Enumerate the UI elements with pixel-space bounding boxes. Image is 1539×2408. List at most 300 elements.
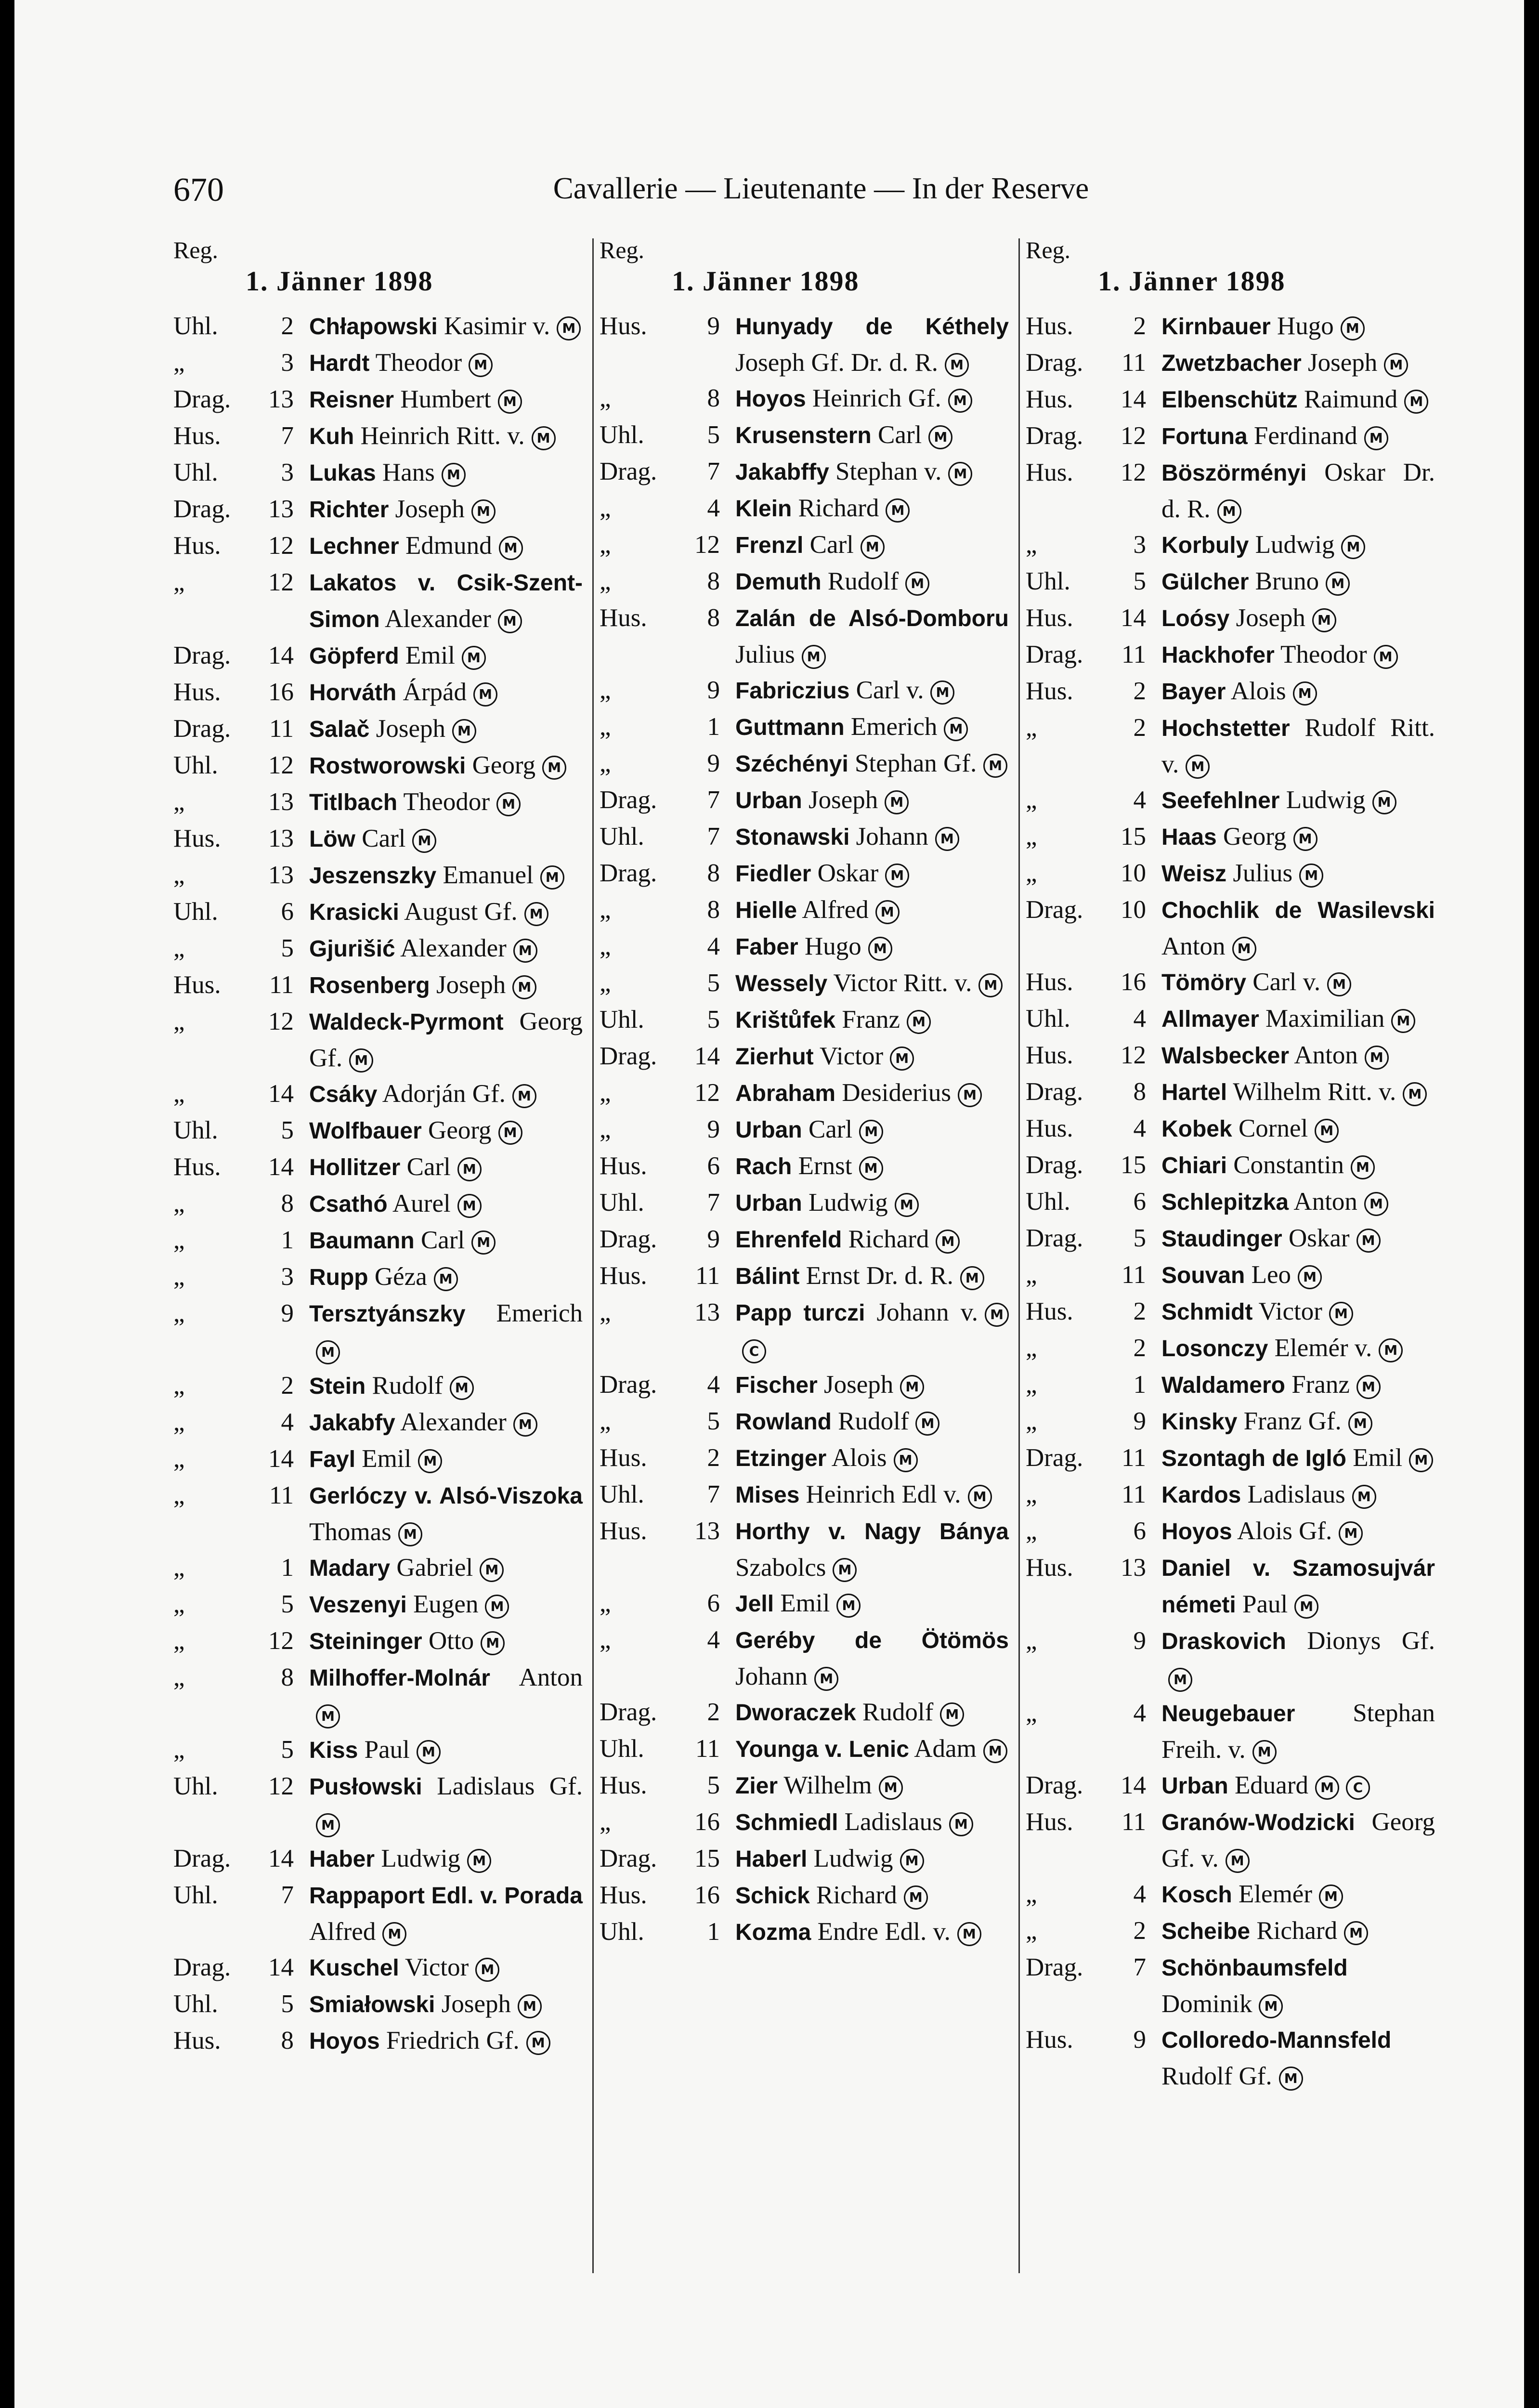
medal-symbol: M bbox=[349, 1048, 373, 1073]
medal-symbol: M bbox=[1351, 1155, 1375, 1179]
list-item bbox=[1026, 710, 1435, 782]
branch-abbrev: „ bbox=[600, 1115, 611, 1143]
surname: Löw bbox=[309, 826, 355, 852]
branch-abbrev: Drag. bbox=[600, 458, 657, 485]
medal-symbol: M bbox=[907, 1010, 931, 1034]
list-item bbox=[600, 563, 1009, 600]
list-item bbox=[173, 381, 583, 418]
date-heading: 1. Jänner 1898 bbox=[1098, 265, 1286, 297]
branch-abbrev: Hus. bbox=[1026, 1041, 1073, 1069]
officer-entry bbox=[294, 711, 583, 747]
regiment-number: 5 bbox=[707, 1771, 720, 1799]
branch-abbrev: Hus. bbox=[600, 312, 647, 340]
officer-entry bbox=[294, 1112, 583, 1149]
given-name: Alfred bbox=[802, 896, 869, 924]
list-item bbox=[173, 1768, 583, 1841]
surname: Schmiedl bbox=[735, 1810, 838, 1835]
list-item bbox=[1026, 1367, 1435, 1403]
list-item bbox=[173, 638, 583, 674]
list-item bbox=[1026, 1440, 1435, 1477]
list-item bbox=[173, 821, 583, 857]
given-name: Gabriel bbox=[396, 1554, 473, 1582]
given-name: Alexander bbox=[400, 1408, 507, 1436]
surname: Krusenstern bbox=[735, 423, 872, 448]
given-name: Otto bbox=[428, 1627, 474, 1655]
branch-abbrev: Drag. bbox=[173, 495, 231, 523]
medal-symbol: M bbox=[936, 1230, 960, 1254]
officer-entry bbox=[720, 454, 1009, 490]
list-item bbox=[1026, 1695, 1435, 1767]
branch-abbrev: „ bbox=[173, 1190, 185, 1217]
given-name: Ludwig bbox=[381, 1845, 461, 1872]
list-item bbox=[600, 1767, 1009, 1804]
branch-abbrev: „ bbox=[173, 1590, 185, 1618]
given-name: Anton bbox=[1293, 1188, 1357, 1216]
regiment-number: 2 bbox=[1133, 1334, 1146, 1362]
regiment-number: 6 bbox=[707, 1152, 720, 1180]
medal-symbol: M bbox=[1226, 1849, 1250, 1873]
officer-entry bbox=[1146, 1001, 1435, 1037]
officer-entry bbox=[1146, 527, 1435, 563]
regiment-number: 11 bbox=[269, 971, 294, 999]
medal-symbol: M bbox=[879, 1776, 903, 1800]
given-name: Rudolf Gf. bbox=[1161, 2062, 1272, 2090]
officer-entry bbox=[294, 1768, 583, 1841]
surname: Kinsky bbox=[1161, 1409, 1238, 1435]
surname: Souvan bbox=[1161, 1263, 1245, 1288]
medal-symbol: M bbox=[1341, 535, 1365, 559]
branch-abbrev: Uhl. bbox=[173, 1990, 218, 2018]
surname: Salač bbox=[309, 717, 370, 742]
branch-abbrev: Uhl. bbox=[173, 1772, 218, 1800]
list-item bbox=[1026, 1001, 1435, 1037]
given-name: Thomas bbox=[309, 1518, 391, 1546]
given-name: Wilhelm Ritt. v. bbox=[1233, 1078, 1396, 1106]
branch-abbrev: Hus. bbox=[1026, 458, 1073, 486]
regiment-number: 12 bbox=[1121, 422, 1146, 450]
list-item bbox=[173, 894, 583, 930]
medal-symbol: M bbox=[905, 572, 929, 596]
surname: Hoyos bbox=[1161, 1519, 1232, 1544]
branch-abbrev: Hus. bbox=[1026, 604, 1073, 632]
medal-symbol: M bbox=[1293, 681, 1317, 706]
given-name: Rudolf bbox=[827, 567, 899, 595]
officer-entry bbox=[1146, 2022, 1435, 2094]
officer-entry bbox=[1146, 455, 1435, 527]
officer-entry bbox=[1146, 381, 1435, 418]
list-item bbox=[1026, 1220, 1435, 1257]
officer-entry bbox=[1146, 418, 1435, 455]
regiment-number: 9 bbox=[1133, 1407, 1146, 1435]
surname: Geréby de Ötömös bbox=[735, 1628, 1009, 1653]
surname: Pusłowski bbox=[309, 1774, 422, 1800]
regiment-number: 12 bbox=[694, 1079, 720, 1107]
officer-entry bbox=[1146, 1876, 1435, 1913]
branch-abbrev: „ bbox=[1026, 1407, 1037, 1435]
list-item bbox=[600, 1914, 1009, 1950]
officer-entry bbox=[294, 1149, 583, 1186]
branch-abbrev: Hus. bbox=[173, 2027, 221, 2055]
regiment-number: 10 bbox=[1121, 859, 1146, 887]
regiment-number: 2 bbox=[1133, 714, 1146, 742]
regiment-number: 11 bbox=[269, 715, 294, 743]
officer-entry bbox=[294, 857, 583, 894]
medal-symbol: M bbox=[836, 1594, 861, 1618]
regiment-number: 7 bbox=[707, 1480, 720, 1508]
surname: Széchényi bbox=[735, 751, 848, 777]
regiment-number: 14 bbox=[268, 1845, 294, 1872]
officer-entry bbox=[294, 1222, 583, 1259]
surname: Tersztyánszky bbox=[309, 1301, 466, 1327]
surname: Hoyos bbox=[735, 386, 806, 412]
given-name: Hans bbox=[382, 458, 435, 486]
list-item bbox=[1026, 1330, 1435, 1367]
branch-abbrev: Hus. bbox=[1026, 1114, 1073, 1142]
branch-abbrev: Drag. bbox=[600, 1225, 657, 1253]
medal-symbol: M bbox=[1326, 572, 1350, 596]
surname: Szontagh de Igló bbox=[1161, 1446, 1346, 1471]
medal-symbol: M bbox=[1341, 316, 1365, 340]
branch-abbrev: „ bbox=[1026, 714, 1037, 742]
surname: Jell bbox=[735, 1591, 774, 1617]
regiment-number: 7 bbox=[707, 786, 720, 814]
officer-entry bbox=[1146, 1111, 1435, 1147]
officer-entry bbox=[294, 674, 583, 711]
officer-entry bbox=[720, 1804, 1009, 1841]
regiment-number: 3 bbox=[1133, 531, 1146, 559]
branch-abbrev: Hus. bbox=[600, 1444, 647, 1472]
list-item bbox=[600, 782, 1009, 819]
officer-entry bbox=[720, 490, 1009, 527]
surname: Csáky bbox=[309, 1082, 378, 1107]
regiment-number: 12 bbox=[268, 751, 294, 779]
regiment-number: 9 bbox=[707, 749, 720, 777]
medal-symbol: M bbox=[1252, 1740, 1277, 1764]
branch-abbrev: Drag. bbox=[1026, 1078, 1083, 1106]
medal-symbol: M bbox=[1391, 1009, 1415, 1033]
branch-abbrev: „ bbox=[1026, 1480, 1037, 1508]
branch-abbrev: Drag. bbox=[600, 1371, 657, 1399]
regiment-number: 3 bbox=[281, 1263, 294, 1291]
surname: Madary bbox=[309, 1556, 391, 1581]
given-name: Oskar Dr. d. R. bbox=[1161, 458, 1435, 523]
medal-symbol: M bbox=[1352, 1485, 1376, 1509]
surname: Kozma bbox=[735, 1920, 811, 1945]
medal-symbol: M bbox=[875, 900, 900, 924]
given-name: Victor bbox=[1258, 1297, 1322, 1325]
medal-symbol: M bbox=[499, 536, 523, 560]
surname: Ehrenfeld bbox=[735, 1227, 842, 1253]
date-heading: 1. Jänner 1898 bbox=[246, 265, 433, 297]
given-name: Carl bbox=[809, 531, 854, 559]
medal-symbol: M bbox=[542, 756, 566, 780]
regiment-number: 13 bbox=[268, 385, 294, 413]
list-item bbox=[1026, 1950, 1435, 2022]
list-item bbox=[600, 1585, 1009, 1622]
surname: Korbuly bbox=[1161, 533, 1249, 558]
branch-abbrev: Drag. bbox=[600, 1042, 657, 1070]
medal-symbol: M bbox=[457, 1157, 482, 1181]
branch-abbrev: Hus. bbox=[600, 1771, 647, 1799]
surname: Zalán de Alsó-Domboru bbox=[735, 606, 1009, 631]
given-name: Emil bbox=[405, 641, 455, 669]
list-item bbox=[600, 1403, 1009, 1440]
officer-entry bbox=[1146, 1184, 1435, 1220]
medal-symbol: M bbox=[532, 426, 556, 450]
list-item bbox=[600, 1002, 1009, 1038]
medal-symbol: M bbox=[462, 646, 486, 670]
regiment-number: 4 bbox=[1133, 786, 1146, 814]
branch-abbrev: Uhl. bbox=[1026, 1005, 1070, 1033]
officer-entry bbox=[294, 747, 583, 784]
officer-entry bbox=[720, 709, 1009, 746]
list-item bbox=[1026, 1550, 1435, 1623]
given-name: Rudolf bbox=[862, 1698, 934, 1726]
officer-entry bbox=[294, 1586, 583, 1623]
list-item bbox=[1026, 1037, 1435, 1074]
branch-abbrev: Hus. bbox=[1026, 2026, 1073, 2054]
list-item bbox=[173, 747, 583, 784]
regiment-number: 9 bbox=[707, 676, 720, 704]
list-item bbox=[1026, 1074, 1435, 1111]
branch-abbrev: Hus. bbox=[600, 1152, 647, 1180]
regiment-number: 4 bbox=[707, 1371, 720, 1399]
entry-list bbox=[600, 308, 1009, 1950]
branch-abbrev: Uhl. bbox=[600, 421, 644, 449]
given-name: Adorján Gf. bbox=[382, 1080, 506, 1108]
list-item bbox=[173, 1660, 583, 1732]
surname: Staudinger bbox=[1161, 1226, 1282, 1252]
branch-abbrev: Drag. bbox=[1026, 1771, 1083, 1799]
officer-entry bbox=[294, 1368, 583, 1404]
given-name: Rudolf Ritt. v. bbox=[1161, 714, 1435, 778]
regiment-number: 11 bbox=[1121, 641, 1146, 668]
list-item bbox=[173, 1586, 583, 1623]
given-name: Leo bbox=[1251, 1261, 1291, 1289]
regiment-number: 2 bbox=[1133, 312, 1146, 340]
regiment-number: 14 bbox=[268, 1153, 294, 1181]
given-name: Endre Edl. v. bbox=[817, 1918, 951, 1946]
branch-abbrev: Hus. bbox=[600, 1262, 647, 1290]
officer-entry bbox=[720, 1295, 1009, 1367]
branch-abbrev: Hus. bbox=[1026, 312, 1073, 340]
list-item bbox=[1026, 892, 1435, 964]
officer-entry bbox=[720, 1440, 1009, 1477]
officer-entry bbox=[720, 672, 1009, 709]
medal-symbol: M bbox=[498, 609, 522, 633]
regiment-number: 12 bbox=[268, 1772, 294, 1800]
officer-entry bbox=[294, 455, 583, 491]
list-item bbox=[600, 417, 1009, 454]
surname: Zwetzbacher bbox=[1161, 351, 1302, 376]
officer-entry bbox=[1146, 1477, 1435, 1513]
medal-symbol: M bbox=[496, 792, 521, 816]
list-item bbox=[173, 1259, 583, 1296]
branch-abbrev: „ bbox=[173, 1408, 185, 1436]
branch-abbrev: Hus. bbox=[1026, 968, 1073, 996]
surname: Göpferd bbox=[309, 643, 399, 669]
list-item bbox=[173, 1877, 583, 1950]
officer-entry bbox=[720, 1002, 1009, 1038]
branch-abbrev: „ bbox=[600, 1407, 611, 1435]
list-item bbox=[600, 1258, 1009, 1295]
given-name: Wilhelm bbox=[783, 1771, 872, 1799]
page-header bbox=[173, 171, 1469, 214]
surname: Haber bbox=[309, 1846, 375, 1872]
branch-abbrev: Hus. bbox=[1026, 1808, 1073, 1836]
list-item bbox=[600, 1841, 1009, 1877]
medal-symbol: M bbox=[900, 1849, 924, 1873]
medal-symbol: M bbox=[802, 645, 826, 669]
officer-entry bbox=[720, 1622, 1009, 1694]
officer-entry bbox=[1146, 1037, 1435, 1074]
regiment-number: 1 bbox=[281, 1226, 294, 1254]
list-item bbox=[173, 1841, 583, 1877]
medal-symbol: M bbox=[895, 1193, 919, 1217]
medal-symbol: M bbox=[958, 1083, 982, 1107]
branch-abbrev: „ bbox=[1026, 1699, 1037, 1727]
officer-entry bbox=[294, 894, 583, 930]
reg-label: Reg. bbox=[173, 236, 219, 263]
medal-symbol: M bbox=[1404, 390, 1428, 414]
list-item bbox=[173, 1112, 583, 1149]
medal-symbol: M bbox=[1232, 937, 1256, 961]
branch-abbrev: „ bbox=[173, 1554, 185, 1582]
officer-entry bbox=[294, 418, 583, 455]
regiment-number: 14 bbox=[268, 641, 294, 669]
branch-abbrev: „ bbox=[173, 1372, 185, 1400]
branch-abbrev: „ bbox=[173, 1736, 185, 1764]
list-item bbox=[173, 1004, 583, 1076]
branch-abbrev: „ bbox=[173, 1299, 185, 1327]
surname: Elbenschütz bbox=[1161, 387, 1298, 413]
regiment-number: 9 bbox=[707, 1225, 720, 1253]
branch-abbrev: Drag. bbox=[173, 715, 231, 743]
regiment-number: 12 bbox=[1121, 1041, 1146, 1069]
reg-label: Reg. bbox=[1026, 236, 1071, 263]
regiment-number: 9 bbox=[281, 1299, 294, 1327]
given-name: Elemér bbox=[1238, 1880, 1312, 1908]
list-item bbox=[600, 746, 1009, 782]
medal-symbol: M bbox=[512, 1084, 536, 1108]
officer-entry bbox=[720, 1914, 1009, 1950]
given-name: Johann bbox=[735, 1662, 808, 1690]
list-item bbox=[1026, 1913, 1435, 1950]
branch-abbrev: „ bbox=[600, 494, 611, 522]
medal-symbol: M bbox=[480, 1558, 504, 1582]
medal-symbol: M bbox=[1344, 1921, 1368, 1945]
surname: Waldeck-Pyrmont bbox=[309, 1009, 504, 1035]
list-item bbox=[173, 1623, 583, 1660]
surname: Scheibe bbox=[1161, 1919, 1251, 1944]
list-item bbox=[1026, 1294, 1435, 1330]
given-name: Humbert bbox=[400, 385, 491, 413]
regiment-number: 4 bbox=[1133, 1114, 1146, 1142]
given-name: Emil bbox=[780, 1589, 830, 1617]
branch-abbrev: Uhl. bbox=[1026, 1188, 1070, 1216]
regiment-number: 5 bbox=[281, 934, 294, 962]
regiment-number: 9 bbox=[707, 1115, 720, 1143]
branch-abbrev: „ bbox=[173, 1080, 185, 1108]
list-item bbox=[600, 1694, 1009, 1731]
entry-list bbox=[1026, 308, 1435, 2094]
list-item bbox=[173, 1368, 583, 1404]
given-name: Georg Gf. bbox=[309, 1008, 583, 1072]
given-name: Carl bbox=[362, 824, 406, 852]
regiment-number: 13 bbox=[268, 495, 294, 523]
regiment-number: 2 bbox=[707, 1698, 720, 1726]
given-name: Carl v. bbox=[856, 676, 924, 704]
given-name: Anton bbox=[519, 1663, 583, 1691]
list-item bbox=[600, 1148, 1009, 1185]
given-name: Emanuel bbox=[443, 861, 534, 889]
medal-symbol: M bbox=[814, 1667, 838, 1691]
list-item bbox=[1026, 673, 1435, 710]
medal-symbol: M bbox=[316, 1340, 340, 1364]
list-item bbox=[600, 1221, 1009, 1258]
surname: Lakatos v. Csik-Szent-Simon bbox=[309, 570, 583, 632]
officer-entry bbox=[720, 1148, 1009, 1185]
medal-symbol: M bbox=[450, 1376, 474, 1400]
officer-entry bbox=[1146, 637, 1435, 673]
list-item bbox=[1026, 1477, 1435, 1513]
branch-abbrev: Uhl. bbox=[600, 1735, 644, 1763]
officer-entry bbox=[1146, 1623, 1435, 1695]
branch-abbrev: „ bbox=[173, 934, 185, 962]
page-number: 670 bbox=[173, 171, 224, 209]
surname: Stonawski bbox=[735, 824, 850, 850]
surname: Gerlóczy v. Alsó-Viszoka bbox=[309, 1483, 583, 1509]
list-item bbox=[173, 674, 583, 711]
branch-abbrev: „ bbox=[1026, 1261, 1037, 1289]
medal-symbol: M bbox=[1374, 645, 1398, 669]
officer-entry bbox=[1146, 964, 1435, 1001]
given-name: August Gf. bbox=[404, 898, 518, 926]
branch-abbrev: Uhl. bbox=[173, 1881, 218, 1909]
regiment-number: 6 bbox=[1133, 1517, 1146, 1545]
list-item bbox=[600, 1075, 1009, 1112]
medal-symbol: M bbox=[457, 1194, 482, 1218]
officer-entry bbox=[294, 1441, 583, 1478]
branch-abbrev: „ bbox=[173, 1263, 185, 1291]
given-name: Richard bbox=[848, 1225, 929, 1253]
officer-entry bbox=[294, 638, 583, 674]
officer-entry bbox=[294, 784, 583, 821]
officer-entry bbox=[720, 1403, 1009, 1440]
regiment-number: 4 bbox=[281, 1408, 294, 1436]
given-name: Ernst Dr. d. R. bbox=[806, 1262, 953, 1290]
list-item bbox=[600, 308, 1009, 380]
given-name: Theodor bbox=[375, 349, 462, 377]
officer-entry bbox=[294, 1296, 583, 1368]
list-item bbox=[173, 308, 583, 345]
regiment-number: 16 bbox=[694, 1808, 720, 1836]
surname: Hoyos bbox=[309, 2028, 380, 2054]
surname: Haas bbox=[1161, 824, 1217, 850]
branch-abbrev: „ bbox=[600, 896, 611, 924]
medal-symbol: M bbox=[1403, 1082, 1427, 1106]
medal-symbol: M bbox=[957, 1922, 981, 1946]
medal-symbol: M bbox=[1293, 827, 1317, 851]
medal-symbol: M bbox=[1299, 864, 1323, 888]
surname: Jakabffy bbox=[735, 459, 829, 485]
list-item bbox=[173, 1149, 583, 1186]
branch-abbrev: „ bbox=[173, 349, 185, 377]
officer-entry bbox=[294, 528, 583, 564]
branch-abbrev: „ bbox=[600, 676, 611, 704]
given-name: Paul bbox=[1242, 1590, 1288, 1618]
surname: Fabriczius bbox=[735, 678, 850, 704]
